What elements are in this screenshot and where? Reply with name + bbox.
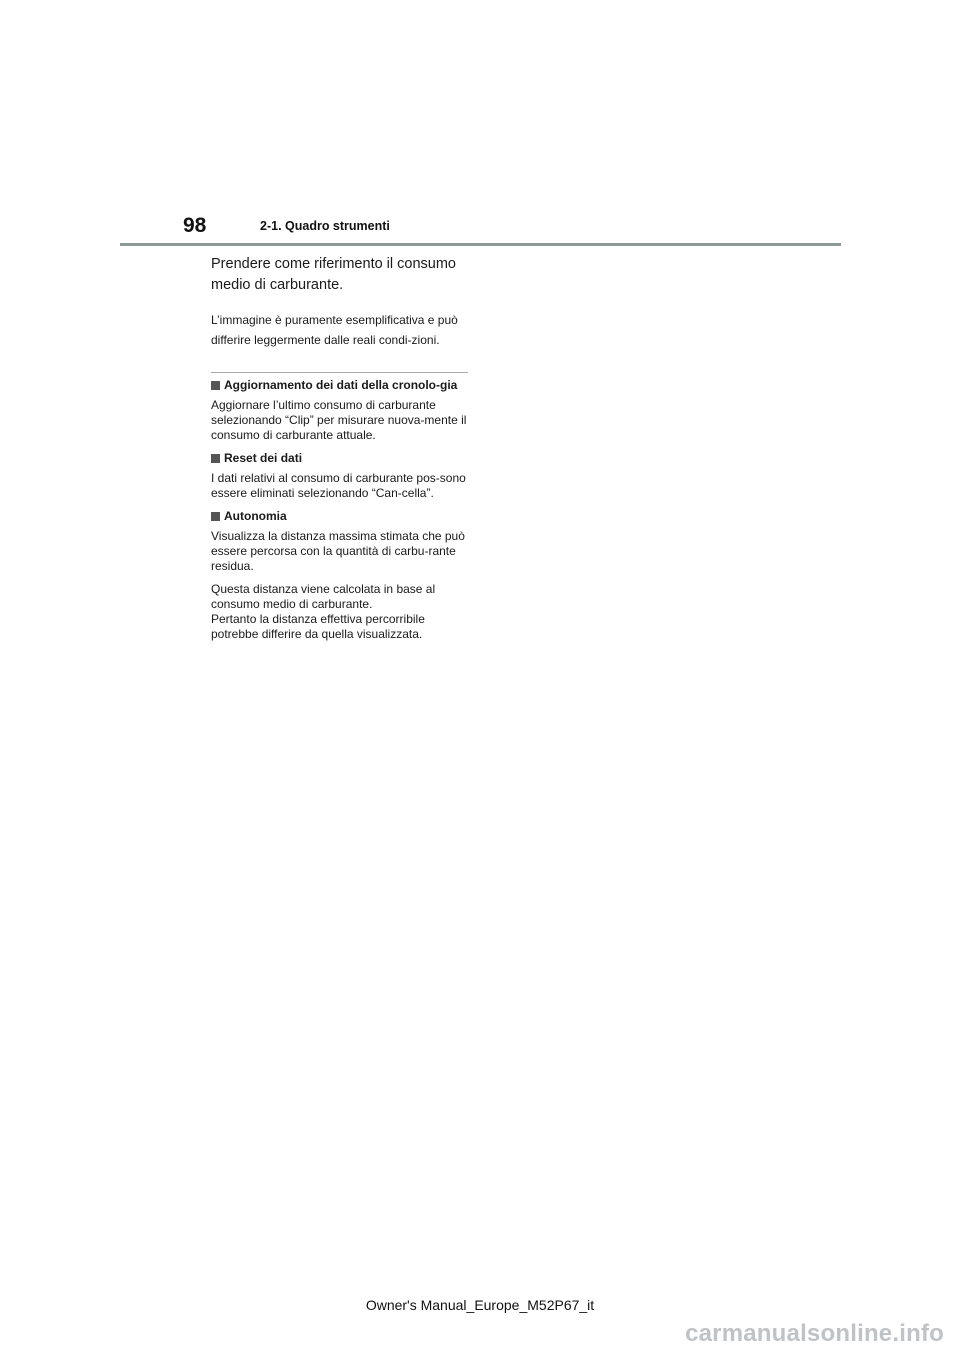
section-divider bbox=[211, 372, 468, 373]
section-header: 2-1. Quadro strumenti bbox=[260, 219, 390, 233]
section-paragraph: Visualizza la distanza massima stimata che può essere percorsa con la quantità di carbu-rante residua. bbox=[211, 529, 465, 573]
section-heading bbox=[211, 451, 469, 465]
section-autonomy bbox=[211, 509, 469, 642]
section-heading bbox=[211, 378, 469, 392]
footer-manual-id: Owner's Manual_Europe_M52P67_it bbox=[365, 1297, 595, 1313]
square-bullet-icon bbox=[211, 381, 220, 390]
section-paragraph: Questa distanza viene calcolata in base al consumo medio di carburante. bbox=[211, 582, 436, 611]
section-heading bbox=[211, 509, 469, 523]
watermark-site: carmanualsonline.info bbox=[685, 1320, 944, 1347]
intro-lead: Prendere come riferimento il consumo medio di carburante. bbox=[211, 256, 456, 293]
intro-note: L’immagine è puramente esemplificativa e può differire leggermente dalle reali condi-zioni. bbox=[211, 313, 458, 347]
square-bullet-icon bbox=[211, 512, 220, 521]
section-paragraph: I dati relativi al consumo di carburante pos-sono essere eliminati selezionando “Can-cella”. bbox=[211, 471, 466, 500]
section-paragraph: Pertanto la distanza effettiva percorribile potrebbe differire da quella visualizzata. bbox=[211, 612, 425, 641]
section-history-update bbox=[211, 378, 469, 443]
section-title: Autonomia bbox=[224, 509, 287, 523]
section-data-reset bbox=[211, 451, 469, 501]
page-number: 98 bbox=[183, 214, 207, 237]
section-paragraph: Aggiornare l’ultimo consumo di carburante selezionando “Clip” per misurare nuova-mente il consumo di carburante attuale. bbox=[211, 398, 467, 442]
section-title: Aggiornamento dei dati della cronolo-gia bbox=[224, 378, 458, 392]
header-rule bbox=[120, 243, 841, 246]
square-bullet-icon bbox=[211, 454, 220, 463]
section-title: Reset dei dati bbox=[224, 451, 303, 465]
content-column bbox=[211, 254, 469, 650]
